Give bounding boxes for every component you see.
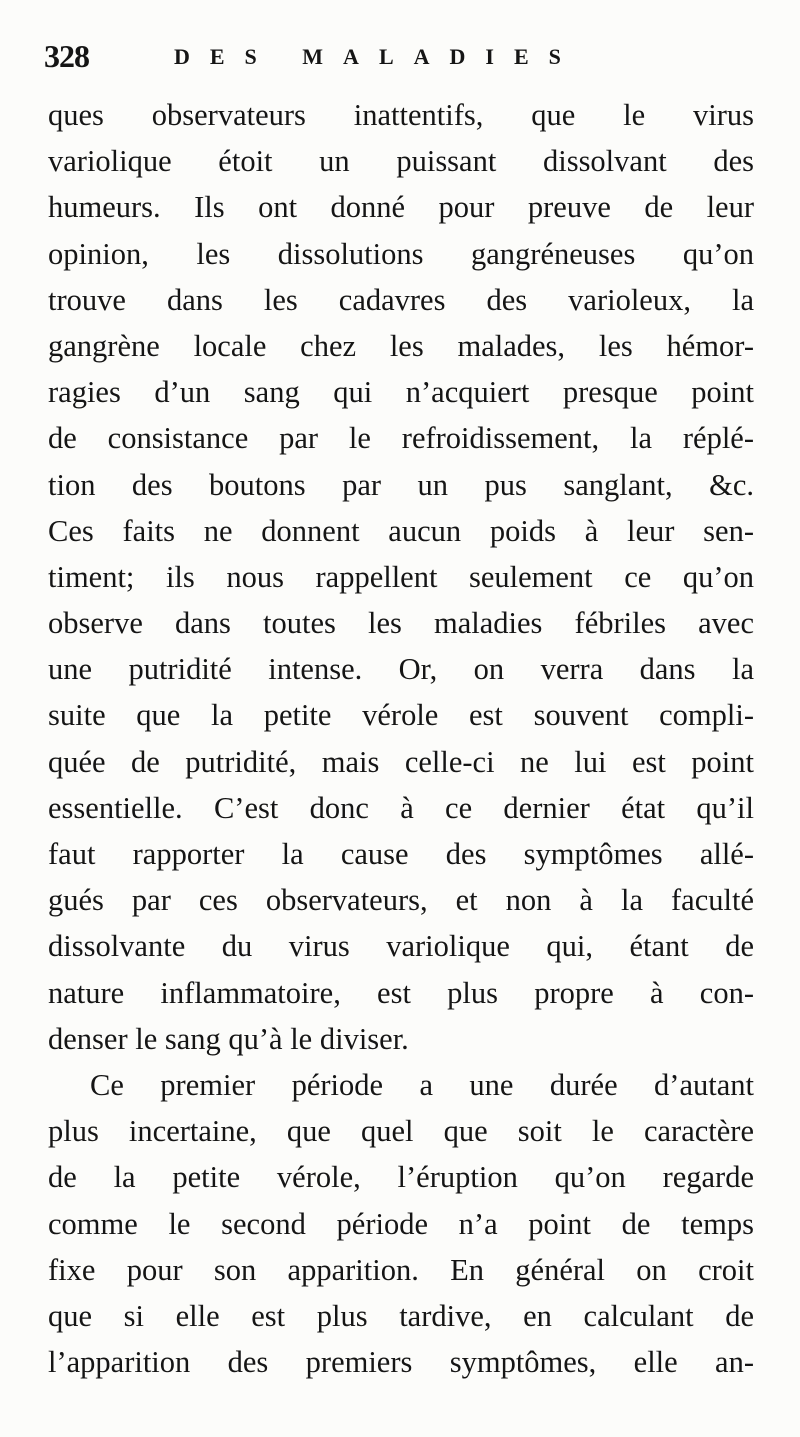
text-line: timent; ils nous rappellent seulement ce qu’on [48, 559, 754, 594]
text-line: gangrène locale chez les malades, les hémor- [48, 328, 754, 363]
text-line: une putridité intense. Or, on verra dans la [48, 652, 754, 687]
paragraph-end-line: denser le sang qu’à le diviser. [48, 1021, 409, 1056]
text-line: plus incertaine, que quel que soit le caractère [48, 1114, 754, 1149]
text-line: l’apparition des premiers symptômes, elle an- [48, 1345, 754, 1380]
text-line: de la petite vérole, l’éruption qu’on regarde [48, 1160, 754, 1195]
body-text [48, 92, 754, 1385]
text-line: ragies d’un sang qui n’acquiert presque point [48, 375, 754, 410]
text-line: suite que la petite vérole est souvent compli- [48, 698, 754, 733]
text-line: faut rapporter la cause des symptômes allé- [48, 837, 754, 871]
text-line: fixe pour son apparition. En général on croit [48, 1252, 754, 1287]
paragraph-start-line: Ce premier période a une durée d’autant [90, 1067, 754, 1102]
page-number: 328 [44, 38, 89, 74]
text-line: Ces faits ne donnent aucun poids à leur sen- [48, 513, 754, 548]
text-line: que si elle est plus tardive, en calculant de [48, 1298, 754, 1333]
text-line: observe dans toutes les maladies fébriles avec [48, 606, 754, 641]
text-line: tion des boutons par un pus sanglant, &c. [48, 467, 754, 502]
text-line: ques observateurs inattentifs, que le virus [48, 98, 754, 132]
running-title: DES MALADIES [174, 44, 581, 69]
text-line: dissolvante du virus variolique qui, étant de [48, 929, 754, 964]
text-line: variolique étoit un puissant dissolvant des [48, 144, 754, 179]
page-header [44, 38, 744, 86]
text-line: gués par ces observateurs, et non à la faculté [48, 883, 754, 918]
text-line: comme le second période n’a point de temps [48, 1206, 754, 1241]
text-line: quée de putridité, mais celle-ci ne lui est point [48, 744, 754, 779]
text-line: de consistance par le refroidissement, la réplé- [48, 421, 754, 456]
text-line: nature inflammatoire, est plus propre à con- [48, 975, 754, 1010]
text-line: opinion, les dissolutions gangréneuses qu’on [48, 236, 754, 271]
text-line: essentielle. C’est donc à ce dernier état qu’il [48, 790, 754, 825]
text-line: trouve dans les cadavres des varioleux, la [48, 282, 754, 317]
text-line: humeurs. Ils ont donné pour preuve de leur [48, 190, 754, 225]
